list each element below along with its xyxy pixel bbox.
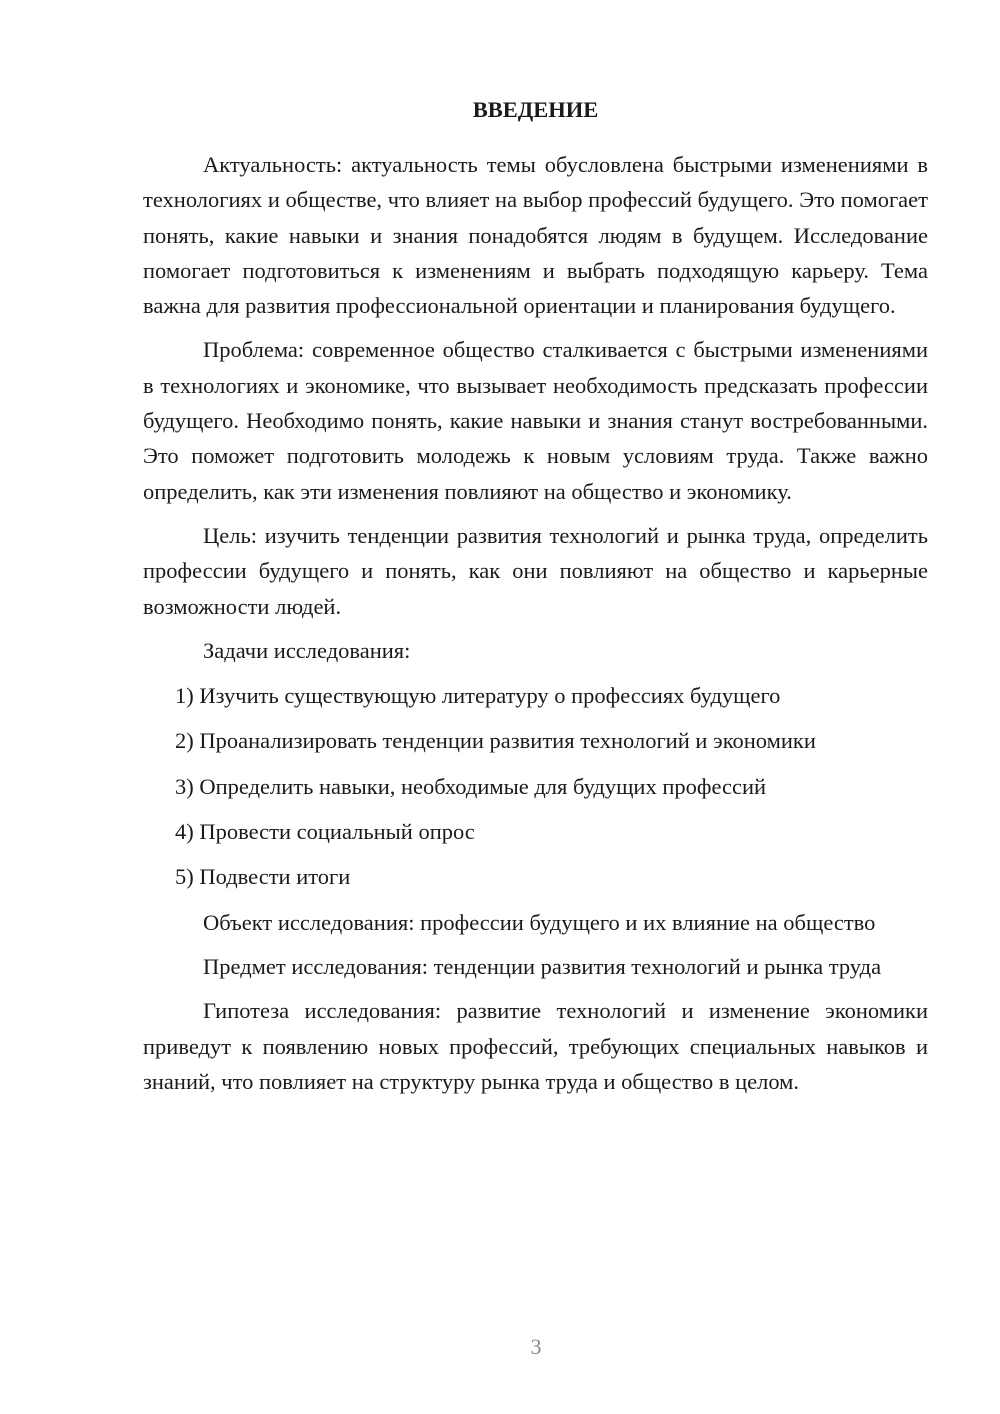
task-item: 2) Проанализировать тенденции развития технологий и экономики: [175, 728, 816, 754]
paragraph-hypothesis: Гипотеза исследования: развитие технологий и изменение экономики приведут к появлению новых профессий, требующих специальных навыков и знаний, что повлияет на структуру рынка труда и общество в целом.: [143, 998, 928, 1094]
task-item: 4) Провести социальный опрос: [175, 819, 475, 845]
task-item: 5) Подвести итоги: [175, 864, 351, 890]
paragraph-object: Объект исследования: профессии будущего и их влияние на общество: [203, 909, 876, 935]
paragraph-goal: Цель: изучить тенденции развития технологий и рынка труда, определить профессии будущего и понять, как они повлияют на общество и карьерные возможности людей.: [143, 522, 928, 619]
page-number: 3: [530, 1334, 542, 1359]
paragraph-subject: Предмет исследования: тенденции развития технологий и рынка труда: [203, 953, 882, 979]
paragraph-relevance: Актуальность: актуальность темы обусловлена быстрыми изменениями в технологиях и обществе, что влияет на выбор профессий будущего. Это помогает понять, какие навыки и знания понадобятся людям в будущем. Исследование помогает подготовиться к изменениям и выбрать подходящую карьеру. Тема важна для развития профессиональной ориентации и планирования будущего.: [143, 152, 928, 319]
paragraph-problem: Проблема: современное общество сталкивается с быстрыми изменениями в технологиях и экономике, что вызывает необходимость предсказать профессии будущего. Необходимо понять, какие навыки и знания станут востребованными. Это поможет подготовить молодежь к новым условиям труда. Также важно определить, как эти изменения повлияют на общество и экономику.: [143, 337, 928, 504]
task-item: 1) Изучить существующую литературу о профессиях будущего: [175, 683, 781, 709]
tasks-list: [143, 678, 928, 894]
document-page: [143, 92, 928, 1108]
tasks-heading: Задачи исследования:: [203, 637, 411, 663]
task-item: 3) Определить навыки, необходимые для будущих профессий: [175, 773, 767, 799]
page-title: ВВЕДЕНИЕ: [472, 97, 599, 122]
